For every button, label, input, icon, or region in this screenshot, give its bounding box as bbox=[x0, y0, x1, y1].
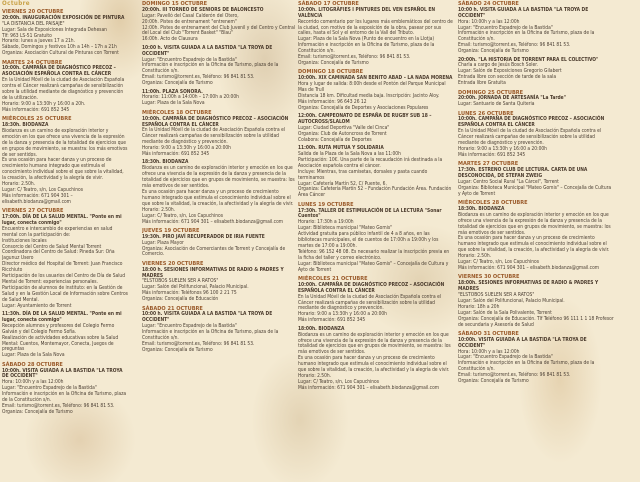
event-detail: Horario: 9:00 a 13:30h y 16:00 a 20:00h bbox=[458, 146, 547, 153]
event-title: 10:00h. VISITA GUIADA A LA BASTIDA "LA TROYA DE OCCIDENT" bbox=[2, 367, 123, 380]
event-detail: Director médico del Hospital de Torrent: Juan Francisco Ricchiuto bbox=[2, 261, 123, 274]
event-detail: Biodanza es un camino de exploración interior y emoción en los que ofrece una vivencia de la expresión de la danza y presencia de la totalidad de ejercicios que en grupos de movimiento, se muestra: los más emotivos de ser sentidos. bbox=[298, 331, 451, 356]
event-detail: Es una ocasión para hacer danza y un proceso de crecimiento humano integrado que estimula el conocimiento individual sobre el que sobre la vitalidad, la creación, la afectividad y la alegría de vivir. bbox=[142, 188, 294, 207]
day-heading: SÁBADO 21 OCTUBRE bbox=[142, 305, 203, 312]
event-detail: Lugar: "Encuentro Espadrejo de la Bastida" bbox=[458, 24, 553, 31]
event-item bbox=[298, 8, 454, 67]
day-heading: LUNES 19 OCTUBRE bbox=[298, 201, 354, 208]
event-detail: Más información: 671 904 301 – elisabeth.biodanza@gmail.com bbox=[142, 218, 284, 225]
event-detail: Colabora: Concejalía de Deportes bbox=[298, 136, 372, 143]
event-detail: Organiza: Concejalía de Turismo bbox=[458, 378, 529, 385]
event-detail: Horario: lunes a jueves 17 a 21h. bbox=[2, 38, 75, 45]
event-title: 11:30h. DÍA DE LA SALUD MENTAL. "Ponte en mi lugar, conecta conmigo" bbox=[2, 310, 122, 323]
event-item bbox=[142, 117, 295, 158]
event-detail: "ELSTOBOS SUELEN SER A RATOS" bbox=[458, 292, 535, 299]
event-item bbox=[142, 312, 295, 353]
event-detail: Organiza: Cafetería Martín 52 – Fundación Fundación Área. Fundación Área Cáncer bbox=[298, 186, 452, 199]
event-detail: Tlf: 963 LS-51 Gratuito bbox=[2, 32, 52, 39]
day-heading: VIERNES 20 OCTUBRE bbox=[2, 9, 64, 15]
event-detail: Email: turismo@torrent.es, Teléfono: 96 841 81 53. bbox=[298, 54, 411, 61]
event-title: 17:30h. ESTRENO CLUB DE LECTURA. CARTA DE UNA DESCONOCIDA, DE STEFAN ZWEIG bbox=[458, 167, 588, 180]
event-detail: Más información: 691 852 345 bbox=[458, 151, 526, 158]
day-heading: SÁBADO 24 OCTUBRE bbox=[458, 1, 519, 7]
event-item bbox=[142, 8, 295, 43]
event-detail: Lugar: Salón del Polifuncional, Palacio Municipal. bbox=[142, 284, 249, 291]
day-heading: MIÉRCOLES 21 OCTUBRE bbox=[298, 276, 368, 283]
event-title: 10:00h. LITOGRÀFIES I PINTURES DEL VEN ESPAÑOL EN VALÈNCIA bbox=[298, 6, 436, 19]
day-heading: MIÉRCOLES 25 OCTUBRE bbox=[2, 116, 72, 123]
event-detail: En la Unidad Móvil de la ciudad de Asociación Española contra el Cáncer realizará campañas de sensibilización sobre la utilidad mediante de diagnóstico y prevención. bbox=[458, 128, 602, 147]
event-detail: Lugar: "Encuentro Espadrejo de la Bastida" bbox=[142, 56, 237, 63]
event-detail: Organiza: Concejalía de Educación. Tlf Teléfono 96 111 1 1 18 Profesor de secundaria y Asesoría de Salud bbox=[458, 315, 614, 328]
event-detail: Lugar: C/ Teatro, s/n, Los Capuchinos bbox=[2, 186, 84, 193]
event-detail: Participación de los usuarios del Centro de Día de Salud Mental de Torrent: experiencias personales. bbox=[2, 273, 126, 285]
event-item bbox=[142, 46, 295, 87]
event-item bbox=[298, 114, 454, 144]
agenda-column-4 bbox=[458, 0, 614, 482]
event-detail: Encuentro e intercambio de experiencias en salud mental con la participación de: bbox=[2, 225, 113, 238]
event-detail: Hora: 10:00h y a las 12:00h bbox=[458, 348, 520, 355]
event-detail: Lugar: "Encuentro Espadrejo de la Bastida" bbox=[142, 323, 237, 330]
event-detail: En la Unidad Móvil de la ciudad de Asociación Española contra el Cáncer realizará campañas de sensibilización sobre la utilidad mediante de diagnóstico y prevención. bbox=[298, 293, 442, 312]
event-detail: Lugar: Centro Social Rural "La Cárcel", Torrent bbox=[458, 178, 559, 185]
event-title: 10:00h. CAMPAÑA DE DIAGNÓSTICO PRECOZ – ASOCIACIÓN ESPAÑOLA CONTRA EL CÁNCER bbox=[298, 281, 445, 294]
event-title: 18:00h. SESIONES INFORMATIVAS DE RADIO & PADRES Y MADRES bbox=[458, 280, 599, 293]
event-detail: Organiza: Concejalía de Turismo bbox=[298, 59, 369, 66]
event-detail: Coordinadora del Centro de Salud: Pineda Sur: Oña Jagunuz Usero bbox=[2, 249, 115, 262]
day-heading: DOMINGO 18 OCTUBRE bbox=[298, 69, 364, 76]
agenda-column-1 bbox=[2, 0, 128, 482]
event-detail: Email: turismo@torrent.es, Teléfono: 96 841 81 53. bbox=[2, 402, 115, 409]
day-heading: VIERNES 30 OCTUBRE bbox=[458, 274, 520, 281]
event-detail: Recepción alumnos y profesores del Colegio Fermo Galván y del Colegio Fermo Sofía. bbox=[2, 322, 115, 335]
event-detail: Organiza: Asociación Cultural de Pinturas con Torrent bbox=[2, 50, 119, 57]
event-detail: Lugar: Salón de la Sala Polivalente, Torrent bbox=[458, 309, 552, 316]
event-detail: Email: turismo@torrent.es, Teléfono: 96 841 81 53. bbox=[142, 74, 255, 81]
event-title: 10:00h. XIX CAMINADA SAN BENITO ABAD – LA NADA MORENA bbox=[298, 75, 453, 82]
event-title: 12:00h. CAMPEONATO DE ESPAÑA DE RUGBY SUB 18 – AUTOCROSS/SLALOM bbox=[298, 113, 432, 125]
event-detail: Sábado, Domingos y festivos 10h a 14h – 17h a 21h bbox=[2, 44, 117, 51]
event-item bbox=[2, 369, 128, 416]
event-title: 20:00h. JORNADA DE ARTESANÍA "La Tarde" bbox=[458, 95, 566, 102]
event-detail: Es una ocasión para hacer danza y un proceso de crecimiento humano integrado que estimula el conocimiento individual sobre el que sobre la vitalidad, la creación, la afectividad y la alegría de vivir. bbox=[458, 235, 610, 254]
event-detail: Actividad gratuita para público infantil de 4 a 8 años, en las bibliotecas municipales, el de cuentos de 17:00h a 19:00h y los martes de 17:00 a 19:00h. bbox=[298, 231, 439, 250]
event-title: 10:00 h. VISITA GUIADA A LA BASTIDA "LA TROYA DE OCCIDENT" bbox=[142, 311, 273, 324]
event-detail: 16:00h. Acto de Clausura bbox=[142, 36, 198, 43]
event-detail: Email: turismo@torrent.es, Teléfono: 96 841 81 53. bbox=[142, 340, 255, 347]
event-item bbox=[2, 16, 128, 57]
event-detail: Más información: Teléfonos 96 100 2 21 75 bbox=[142, 290, 237, 297]
event-title: 11:00h. RUTA MUTUA Y SOLIDARIA bbox=[298, 145, 384, 152]
event-detail: Información e inscripción en la Oficina de Turismo, plaza de la Constitución s/n. bbox=[298, 42, 435, 55]
event-item bbox=[458, 168, 614, 198]
event-detail: Lugar: Ciudad Deportiva "Valle del Cinca" bbox=[298, 124, 390, 131]
event-title: 20:00h. INAUGURACIÓN EXPOSICIÓN DE PINTURA bbox=[2, 14, 125, 21]
event-title: 17:00h. DÍA DE LA SALUD MENTAL. "Ponte en mi lugar, conecta conmigo" bbox=[2, 213, 122, 226]
event-detail: Horario: 2.50h. bbox=[298, 372, 332, 379]
event-item bbox=[142, 235, 295, 259]
event-detail: Biodanza es un camino de exploración interior y emoción en los que ofrece una vivencia de la expresión de la danza y presencia de la totalidad de ejercicios que en grupos de movimiento, se muestra: los más emotivos de ser sentidos. bbox=[458, 211, 611, 236]
event-detail: Información e inscripción en la Oficina de Turismo, plaza de la Constitución s/n. bbox=[142, 329, 279, 341]
event-item bbox=[142, 160, 295, 225]
event-title: 17:30h. TALLER DE ESTIMULACIÓN DE LA LECTURA "Sonar Cuentos" bbox=[298, 207, 442, 220]
event-detail: Es una ocasión para hacer danza y un proceso de crecimiento humano integrado que estimula el conocimiento individual sobre el que sobre la vitalidad, la creación, la afectividad y la alegría de vivir. bbox=[298, 355, 450, 374]
event-detail: Lugar: C/ Teatro, s/n, Los Capuchinos bbox=[298, 378, 380, 385]
event-detail: Más información: 96 643 26 12 bbox=[298, 98, 367, 105]
event-detail: Lugar: Cafetería Martín 52, C/ Puente, 6. bbox=[298, 180, 387, 187]
event-detail: Teléfono: 96 152 48 08. Es necesario realizar la inscripción previa en la ficha del taller y correo electrónico. bbox=[298, 248, 450, 261]
event-detail: Más información: 691 852 345 bbox=[2, 106, 70, 113]
event-item bbox=[298, 209, 454, 274]
event-detail: Hora: 10:00h y a las 12:00h bbox=[458, 18, 520, 25]
day-heading: JUEVES 19 OCTUBRE bbox=[142, 227, 200, 234]
event-title: 10:00 h. VISITA GUIADA A LA BASTIDA "LA TROYA DE OCCIDENT" bbox=[458, 6, 589, 19]
event-detail: Hora: 10:00h y a las 12:00h bbox=[2, 379, 64, 386]
event-detail: Participación: 10€. Una parte de la recaudación irá destinada a la Asociación española contra el cáncer. bbox=[298, 156, 443, 169]
event-detail: Más información: 691 852 345 bbox=[142, 151, 210, 158]
event-item bbox=[142, 268, 295, 303]
event-detail: Lugar: Santuario de Santa Quiteria bbox=[458, 101, 535, 108]
event-detail: Participación de alumnos de instituto: en la Gestión de Salud y en la Gestión Local de Información sobre Centros de Salud Mental. bbox=[2, 284, 128, 303]
event-detail: Distancia 18 km. Dificultad media baja. Inscripción: Jacinto Aloy. bbox=[298, 92, 440, 99]
event-item bbox=[458, 117, 614, 158]
event-detail: Lugar: Sala de Exposiciones Integrada Dehesan bbox=[2, 26, 107, 33]
event-title: 18:30h. BIODANZA bbox=[142, 159, 189, 166]
event-detail: Horario: 2.50h. bbox=[458, 253, 492, 260]
event-detail: Es una ocasión para hacer danza y un proceso de crecimiento humano integrado que estimula el conocimiento individual sobre el que sobre la vitalidad, la creación, la afectividad y la alegría de vivir. bbox=[2, 157, 124, 182]
event-detail: Horario: 2.50h. bbox=[2, 181, 36, 188]
event-title: 18:30h. BIODANZA bbox=[2, 121, 49, 128]
month-heading: Octubre bbox=[2, 0, 30, 7]
event-title: 10:00h. CAMPAÑA DE DIAGNÓSTICO PRECOZ – ASOCIACIÓN ESPAÑOLA CONTRA EL CÁNCER bbox=[2, 65, 116, 78]
event-title: 10:00h. CAMPAÑA DE DIAGNÓSTICO PRECOZ – ASOCIACIÓN ESPAÑOLA CONTRA EL CÁNCER bbox=[142, 115, 289, 128]
event-detail: Horario: 9:00 a 13:30h y 16:00 a 20:00h bbox=[298, 311, 387, 318]
event-detail: Lugar: C/ Teatro, s/n, Los Capuchinos bbox=[142, 212, 224, 219]
event-detail: Email: turismo@torrent.es, Teléfono: 96 841 81 53. bbox=[458, 372, 571, 379]
event-detail: Organiza: Concejalía de Turismo bbox=[458, 48, 529, 55]
event-detail: Recorrido comentario por los lugares más emblemáticos del centro de la ciudad, con motivo de la exposición de la obra, pasear por sus calles, hasta el Sol y el entorno de la Vall del Tributo. bbox=[298, 18, 453, 37]
event-item bbox=[2, 66, 128, 113]
event-detail: Charla a cargo de Jesús Bosch Soler. bbox=[458, 62, 538, 69]
event-detail: Lugar: Plaza de la Sala Nova bbox=[2, 352, 65, 359]
event-detail: Organiza: Club de Autoncross de Torrent bbox=[298, 130, 387, 137]
event-detail: Instituciones locales bbox=[2, 237, 47, 244]
day-heading: DOMINGO 15 OCTUBRE bbox=[142, 1, 208, 7]
event-detail: Lugar: Plaza de la Sala Nova bbox=[142, 100, 205, 107]
event-detail: Incluye: Mientras, tras camisetas, dorsales y pasta cuando terminamos bbox=[298, 168, 428, 181]
event-title: 20:00h. III TORNEO DE SENIORS DE BALONCESTO bbox=[142, 6, 264, 13]
event-detail: Organiza: Biblioteca Municipal "Mateo Gomis" – Concejalía de Cultura y Ayto de Torrent bbox=[458, 184, 612, 197]
event-title: 20:00h. "LA HISTORIA DE TORRENT PARA EL COLECTIVO" bbox=[458, 56, 599, 63]
day-heading: SÁBADO 31 OCTUBRE bbox=[458, 330, 519, 337]
event-title: 10:00h. VISITA GUIADA A LA BASTIDA "LA TROYA DE OCCIDENT" bbox=[458, 336, 587, 349]
event-detail: Salida de la Plaza de la Sala Nova a las 11:00h bbox=[298, 151, 401, 158]
event-title: 11:00h. PLAZA SONORA. bbox=[142, 88, 203, 95]
event-detail: Organiza: Concejalía de Turismo bbox=[142, 80, 213, 87]
event-title: 18:30h. BIODANZA bbox=[458, 205, 505, 212]
event-detail: Lugar: Salón del Polifuncional, Palacio Municipal. bbox=[458, 297, 565, 304]
event-item bbox=[458, 8, 614, 55]
event-detail: "LA DISTANCIA DEL PAISAJE" bbox=[2, 20, 65, 27]
event-detail: Entrada libre Gratuita bbox=[458, 80, 506, 87]
day-heading: MARTES 27 OCTUBRE bbox=[458, 161, 519, 168]
event-detail: Horario: 2.50h. bbox=[142, 206, 176, 213]
day-heading: DOMINGO 25 OCTUBRE bbox=[458, 89, 524, 96]
event-title: 18:00h. BIODANZA bbox=[298, 325, 345, 332]
event-item bbox=[298, 327, 454, 392]
event-detail: Organiza: Asociación de Comerciantes de Torrent y Concejalía de Comercio. bbox=[142, 245, 286, 258]
event-detail: En la Unidad Móvil de la ciudad de Asociación Española contra el Cáncer realizará campañas de sensibilización sobre la utilidad mediante de diagnóstico y prevención de la utilización. bbox=[2, 77, 125, 101]
event-title: 10:00h. CAMPAÑA DE DIAGNÓSTICO PRECOZ – ASOCIACIÓN ESPAÑOLA CONTRA EL CÁNCER bbox=[458, 116, 605, 129]
day-heading: VIERNES 27 OCTUBRE bbox=[2, 208, 64, 215]
event-detail: Más información: 671 904 301 – elisabeth.biodanza@gmail.com bbox=[458, 265, 600, 272]
day-heading: MARTES 24 OCTUBRE bbox=[2, 59, 63, 66]
event-detail: Información e inscripción en la Oficina de Turismo, plaza de la Constitución s/n. bbox=[2, 391, 127, 404]
event-detail: Más información: 691 852 345 bbox=[298, 317, 366, 324]
event-detail: Lugar: Ayuntamiento de Torrent bbox=[2, 302, 72, 309]
event-item bbox=[458, 338, 614, 385]
event-detail: Lugar: Biblioteca municipal "Mateo Gomis" bbox=[298, 225, 393, 232]
event-detail: Biodanza es un camino de exploración interior y emoción en los que ofrece una vivencia de la expresión de la danza y presencia de la totalidad de ejercicios que en grupos de movimiento, se muestra: los más emotivos de ser sentidos. bbox=[142, 165, 295, 190]
event-detail: Más información: 671 904 301 – elisabeth.biodanza@gmail.com bbox=[298, 384, 440, 391]
event-detail: Organiza: Concejalía de Educación bbox=[142, 296, 219, 303]
event-detail: Organiza: Concejalía de Deportes y Asociaciones Populares bbox=[298, 104, 429, 111]
event-detail: "ELSTOBOS SUELEN SER A RATOS" bbox=[142, 278, 219, 285]
event-detail: En la Unidad Móvil de la ciudad de Asociación Española contra el Cáncer realizará campañas de sensibilización sobre la utilidad mediante de diagnóstico y prevención. bbox=[142, 127, 286, 146]
event-detail: Lugar: Plaza de la Sala Nova (Punto de encuentro en la Llotja) bbox=[298, 36, 435, 43]
agenda-column-2 bbox=[142, 0, 295, 482]
event-detail: Biodanza es un camino de exploración interior y emoción en los que ofrece una vivencia de la expresión de la danza y presencia de la totalidad de ejercicios que en grupos de movimiento, se muestra: los más emotivos de ser sentidos. bbox=[2, 127, 128, 158]
event-detail: Lugar: Pavelló del Casal Calderón del Otero, bbox=[142, 12, 239, 19]
event-detail: Entrada libre con sección de tarde de la sala bbox=[458, 74, 557, 81]
day-heading: SÁBADO 28 OCTUBRE bbox=[2, 361, 63, 368]
event-detail: 20:00h. Pistes de entrenament "entrenem" bbox=[142, 18, 237, 25]
event-detail: Información e inscripción en la Oficina de Turismo, plaza de la Constitución s/n. bbox=[142, 62, 279, 75]
event-detail: Horario: 11:00h a 14:00h – 17:00h a 20:00h bbox=[142, 94, 239, 101]
event-item bbox=[298, 76, 454, 111]
event-item bbox=[298, 283, 454, 324]
event-detail: 12:00h. Pistes de entrenament del Club Juvenil y del Centro y Central del Local del Club "Torrent Basket" "Blau" bbox=[142, 24, 295, 37]
event-detail: Más información: 671 904 301 – elisabeth.biodanza@gmail.com bbox=[2, 192, 73, 205]
event-detail: Organiza: Concejalía de Turismo bbox=[142, 346, 213, 353]
event-item bbox=[458, 281, 614, 328]
event-detail: Horario: 9:00 a 13:30h y 16:00 a 20h. bbox=[2, 100, 86, 107]
event-item bbox=[2, 215, 128, 310]
event-detail: Horario: 17:30h a 19:00h bbox=[298, 219, 354, 226]
event-detail: Lugar: Plaza Mayor bbox=[142, 239, 184, 246]
event-item bbox=[142, 90, 295, 108]
event-item bbox=[2, 123, 128, 206]
event-detail: Email: turismo@torrent.es, Teléfono: 96 841 81 53. bbox=[458, 42, 571, 49]
event-item bbox=[458, 207, 614, 272]
event-detail: Horario: 9:00 a 13:30h y 16:00 a 20:00h bbox=[142, 145, 231, 152]
event-detail: Información e inscripción en la Oficina de Turismo, plaza de la Constitución s/n. bbox=[458, 360, 595, 373]
event-detail: Información e inscripción en la Oficina de Turismo, plaza de la Constitución s/n. bbox=[458, 30, 595, 43]
day-heading: LUNES 26 OCTUBRE bbox=[458, 110, 514, 117]
event-detail: Realización de actividades educativas sobre la Salud Mental: Cuentos, Montemayor, Conecta, Juegos de preguntas bbox=[2, 334, 119, 353]
event-detail: Horario: 18h a 20h bbox=[458, 303, 500, 310]
event-item bbox=[458, 58, 614, 88]
agenda-column-3 bbox=[298, 0, 454, 482]
day-heading: VIERNES 20 OCTUBRE bbox=[142, 260, 204, 267]
event-detail: Organiza: Concejalía de Turismo bbox=[2, 408, 73, 415]
day-heading: MIÉRCOLES 28 OCTUBRE bbox=[458, 200, 528, 207]
day-heading: SÁBADO 17 OCTUBRE bbox=[298, 1, 359, 7]
event-item bbox=[458, 96, 614, 108]
event-item bbox=[2, 312, 128, 359]
event-title: 10:00 h. VISITA GUIADA A LA BASTIDA "LA TROYA DE OCCIDENT" bbox=[142, 44, 273, 57]
day-heading: MIÉRCOLES 18 OCTUBRE bbox=[142, 109, 212, 116]
event-detail: Consorcio del Centro de Salud Mental Torrent bbox=[2, 243, 102, 250]
event-item bbox=[298, 146, 454, 199]
event-title: 19:30h. PIRO JAVÍ RECUPERADOR DE IRIA FUENTE bbox=[142, 233, 265, 240]
event-detail: Lugar: C/ Teatro, s/n, Los Capuchinos bbox=[458, 259, 540, 266]
event-detail: Lugar: Biblioteca municipal "Mateo Gomis" – Concejalía de Cultura y Ayto de Torrent bbox=[298, 260, 449, 273]
event-detail: Hora y lugar de salida: 8:00h desde el Pontón del Parque Municipal Mas de Trull bbox=[298, 81, 446, 93]
event-detail: Lugar: Salón de Exposiciones Gregorio Gilabert bbox=[458, 68, 562, 75]
event-title: 18:00 h. SESIONES INFORMATIVAS DE RADIO & PADRES Y MADRES bbox=[142, 266, 284, 279]
event-detail: Lugar: "Encuentro Espadrejo de la Bastida" bbox=[458, 354, 553, 361]
event-detail: Lugar: "Encuentro Espadrejo de la Bastida" bbox=[2, 385, 97, 392]
